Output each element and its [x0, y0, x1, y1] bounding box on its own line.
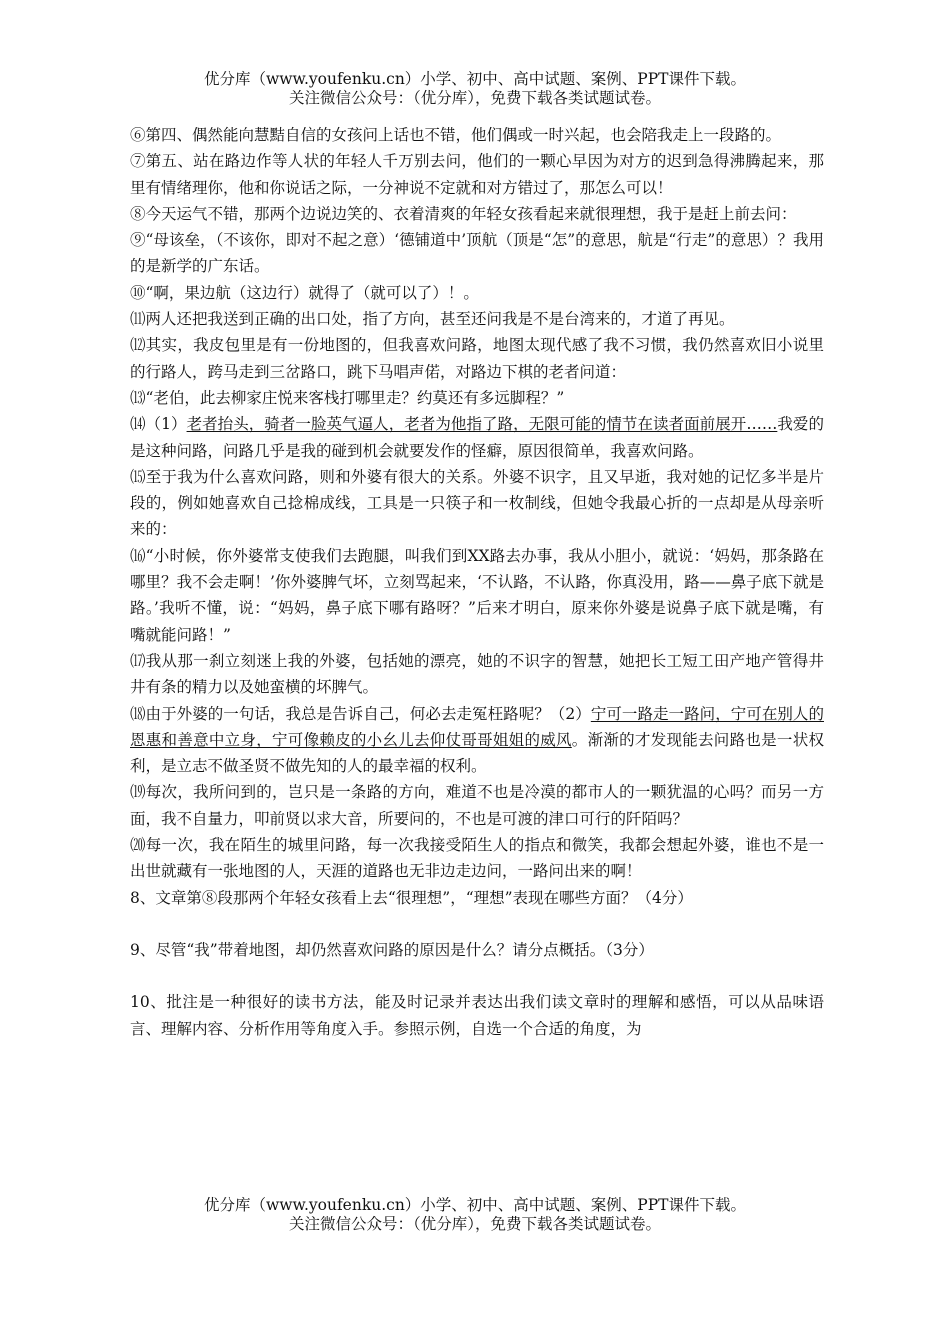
paragraph-18 [130, 701, 824, 780]
paragraph-16: ⒃“小时候，你外婆常支使我们去跑腿，叫我们到XX路去办事，我从小胆小，就说：‘妈妈，那条路在哪里？我不会走啊！’你外婆脾气坏，立刻骂起来，‘不认路，不认路，你真没用，路——鼻子底下就是路。’我听不懂，说：“妈妈，鼻子底下哪有路呀？”后来才明白，原来你外婆是说鼻子底下就是嘴，有嘴就能问路！” [130, 546, 824, 644]
paragraph-18-underlined-sentence: 宁可一路走一路问，宁可在别人的恩惠和善意中立身，宁可像赖皮的小幺儿去仰仗哥哥姐姐的威风 [130, 704, 824, 749]
paragraph-20: ⒇每一次，我在陌生的城里问路，每一次我接受陌生人的指点和微笑，我都会想起外婆，谁也不是一出世就藏有一张地图的人，天涯的道路也无非边走边问，一路问出来的啊！ [130, 836, 824, 881]
paragraph-14-underlined-sentence: 老者抬头，骑者一脸英气逼人，老者为他指了路，无限可能的情节在读者面前展开…… [186, 415, 778, 434]
footer-line-2: 关注微信公众号：（优分库），免费下载各类试题试卷。 [288, 1215, 661, 1233]
paragraph-14-rest: 我爱的是这种问路，问路几乎是我的碰到机会就要发作的怪癖，原因很简单，我喜欢问路。 [130, 415, 824, 460]
question-8: 8、文章第⑧段那两个年轻女孩看上去“很理想”，“理想”表现在哪些方面？（4分） [130, 888, 693, 907]
question-9: 9、尽管“我”带着地图，却仍然喜欢问路的原因是什么？请分点概括。（3分） [130, 940, 654, 959]
header-line-2: 关注微信公众号：（优分库），免费下载各类试题试卷。 [288, 89, 661, 107]
paragraph-12: ⑿其实，我皮包里是有一份地图的，但我喜欢问路，地图太现代感了我不习惯，我仍然喜欢旧小说里的行路人，跨马走到三岔路口，跳下马唱声偌，对路边下棋的老者问道： [130, 336, 824, 381]
paragraph-11: ⑾两人还把我送到正确的出口处，指了方向，甚至还问我是不是台湾来的，才道了再见。 [130, 310, 735, 329]
page-header [0, 70, 950, 108]
question-10: 10、批注是一种很好的读书方法，能及时记录并表达出我们读文章时的理解和感悟，可以从品味语言、理解内容、分析作用等角度入手。参照示例，自选一个合适的角度，为 [130, 993, 824, 1038]
paragraph-9: ⑨“母该垒，（不该你，即对不起之意）‘德铺道中’顶航（顶是“怎”的意思，航是“行走”的意思）？我用的是新学的广东话。 [130, 231, 824, 276]
paragraph-19: ⒆每次，我所问到的，岂只是一条路的方向，难道不也是冷漠的都市人的一颗犹温的心吗？而另一方面，我不自量力，叩前贤以求大音，所要问的，不也是可渡的津口可行的阡陌吗？ [130, 783, 824, 828]
paragraph-6: ⑥第四、偶然能向慧黠自信的女孩问上话也不错，他们偶或一时兴起，也会陪我走上一段路的。 [130, 126, 782, 144]
paragraph-18-rest: 。渐渐的才发现能去问路也是一状权利，是立志不做圣贤不做先知的人的最幸福的权利。 [130, 730, 824, 776]
paragraph-7: ⑦第五、站在路边作等人状的年轻人千万别去问，他们的一颗心早因为对方的迟到急得沸腾起来，那里有情绪理你，他和你说话之际，一分神说不定就和对方错过了，那怎么可以！ [130, 152, 824, 197]
footer-line-1: 优分库（www.youfenku.cn）小学、初中、高中试题、案例、PPT课件下载。 [203, 1196, 747, 1214]
page-footer [0, 1196, 950, 1234]
paragraph-17: ⒄我从那一刹立刻迷上我的外婆，包括她的漂亮，她的不识字的智慧，她把长工短工田产地产管得井井有条的精力以及她蛮横的坏脾气。 [130, 651, 824, 697]
paragraph-14 [130, 411, 824, 464]
paragraph-14-prefix: ⒁（1） [130, 415, 187, 434]
paragraph-13: ⒀“老伯，此去柳家庄悦来客栈打哪里走？约莫还有多远脚程？” [130, 388, 565, 407]
paragraph-8: ⑧今天运气不错，那两个边说边笑的、衣着清爽的年轻女孩看起来就很理想，我于是赶上前去问： [130, 204, 797, 223]
header-line-1: 优分库（www.youfenku.cn）小学、初中、高中试题、案例、PPT课件下载。 [203, 70, 747, 88]
article-body [130, 122, 824, 1042]
paragraph-15: ⒂至于我为什么喜欢问路，则和外婆有很大的关系。外婆不识字，且又早逝，我对她的记忆多半是片段的，例如她喜欢自己捻棉成线，工具是一只筷子和一枚制线，但她令我最心折的一点却是从母亲听来的： [130, 467, 824, 539]
paragraph-10: ⑩“啊，果边航（这边行）就得了（就可以了）！。 [130, 283, 479, 302]
paragraph-18-prefix: ⒅由于外婆的一句话，我总是告诉自己，何必去走冤枉路呢？（2） [130, 704, 591, 723]
